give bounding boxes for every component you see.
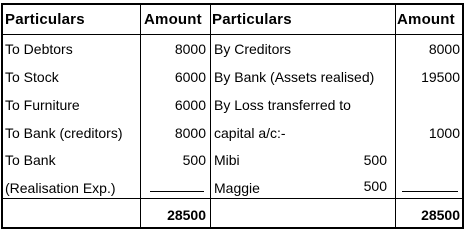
credit-amount: 19500 (421, 69, 460, 85)
debit-particulars: To Furniture (5, 97, 80, 113)
debit-particulars: To Bank (creditors) (5, 125, 123, 141)
credit-total: 28500 (421, 207, 460, 223)
credit-particulars: Mibi (214, 152, 240, 168)
debit-particulars: To Bank (5, 152, 56, 168)
debit-amount: 6000 (174, 69, 206, 85)
debit-particulars: (Realisation Exp.) (5, 180, 116, 196)
credit-particulars: By Bank (Assets realised) (214, 69, 375, 85)
header-left-particulars: Particulars (5, 11, 85, 28)
credit-amount: 1000 (428, 125, 460, 141)
credit-particulars: capital a/c:- (214, 125, 286, 141)
debit-total: 28500 (167, 207, 206, 223)
debit-amount: 8000 (174, 125, 206, 141)
header-right-amount: Amount (397, 11, 455, 28)
left-amount-divider (140, 3, 141, 229)
credit-subtotal-rule (402, 191, 458, 192)
credit-amount: 8000 (428, 41, 460, 57)
debit-particulars: To Debtors (5, 41, 73, 57)
debit-particulars: To Stock (5, 69, 59, 85)
credit-particulars: By Creditors (214, 41, 292, 57)
header-right-particulars: Particulars (212, 11, 292, 28)
debit-subtotal-rule (150, 191, 204, 192)
debit-amount: 8000 (174, 41, 206, 57)
debit-amount: 6000 (174, 97, 206, 113)
credit-sub-amount: 500 (363, 152, 387, 168)
debit-amount: 500 (182, 152, 206, 168)
right-amount-divider (395, 3, 396, 229)
credit-sub-amount: 500 (363, 178, 387, 194)
credit-particulars: Maggie (214, 180, 260, 196)
center-divider (210, 3, 211, 229)
header-left-amount: Amount (144, 11, 202, 28)
credit-particulars: By Loss transferred to (214, 97, 351, 113)
